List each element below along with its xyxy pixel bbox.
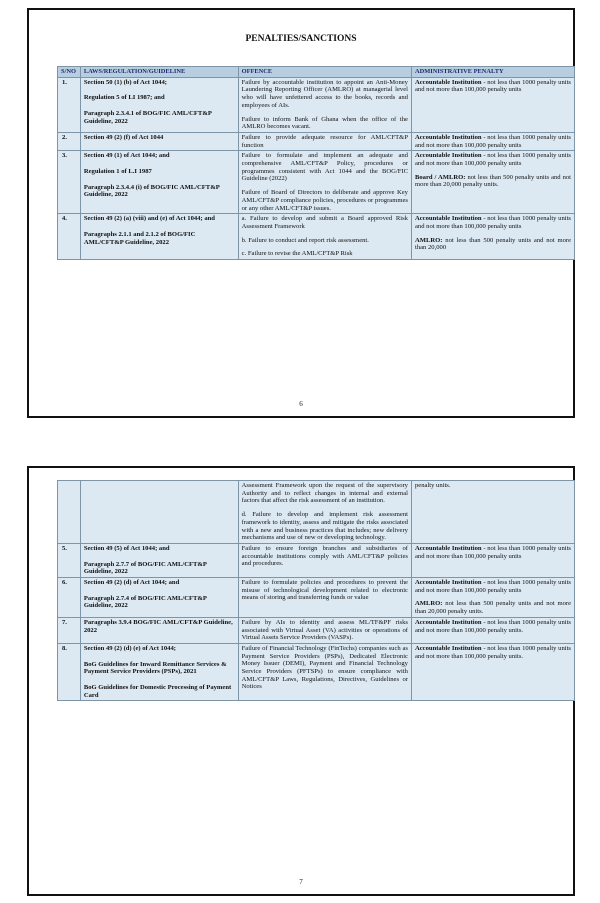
penalty-text — [415, 174, 571, 189]
table-row — [58, 132, 575, 150]
row-sno — [58, 481, 81, 544]
law-reference: Section 49 (2) (f) of Act 1044 — [83, 133, 164, 141]
penalty-text — [415, 619, 571, 634]
row-penalty — [411, 214, 574, 260]
row-sno: 2. — [58, 132, 81, 150]
penalty-detail: - not less than 1000 penalty units and not more than 100,000 penalty units — [414, 133, 572, 149]
penalty-detail: - not less than 1000 penalty units and not more than 100,000 penalty units. — [414, 618, 572, 634]
law-reference: Section 49 (2) (d) of Act 1044; and — [83, 579, 180, 587]
page-number: 6 — [299, 400, 303, 408]
offence-text: c. Failure to revise the AML/CFT&P Risk — [241, 250, 353, 258]
penalty-text — [415, 600, 571, 615]
table-row — [58, 214, 575, 260]
row-sno: 5. — [58, 543, 81, 577]
penalty-detail: - not less than 1000 penalty units and not more than 100,000 penalty units — [414, 579, 572, 594]
header-offence: OFFENCE — [238, 67, 411, 78]
row-laws — [80, 132, 238, 150]
row-offence — [238, 151, 411, 214]
offence-text: Failure of Financial Technology (FinTechs) companies such as Payment Service Providers (PSPs), Dedicated Electronic Money Issuer (DEMI), Payment and Financial Technology Service Providers (PFTSPs) to ensure compliance with AML/CFT&P Laws, Regulations, Directives, Guidelines or Notices — [241, 644, 408, 691]
penalty-label: Accountable Institution — [414, 133, 482, 141]
row-laws — [80, 77, 238, 132]
header-laws: LAWS/REGULATION/GUIDELINE — [80, 67, 238, 78]
penalty-detail: not less than 500 penalty units and not more than 20,000 penalty units. — [414, 600, 571, 616]
penalty-label: Board / AMLRO: — [414, 173, 466, 181]
penalty-text — [415, 545, 571, 560]
row-offence — [238, 578, 411, 618]
law-reference: Section 49 (2) (a) (viii) and (e) of Act 1044; and — [83, 215, 215, 223]
row-offence — [238, 543, 411, 577]
offence-text: Failure by accountable institution to appoint an Anti-Money Laundering Reporting Officer (AMLRO) at managerial level who will have unfettered access to the books, records and employees of AIs. — [241, 78, 408, 109]
law-reference: Paragraphs 2.1.1 and 2.1.2 of BOG/FIC AML/CFT&P Guideline, 2022 — [83, 230, 196, 246]
header-penalty: ADMINISTRATIVE PENALTY — [411, 67, 574, 78]
table-row — [58, 543, 575, 577]
offence-text: Failure by AIs to identity and assess ML/TF&PF risks associated with Virtual Asset (VA) activities or operations of Virtual Assets Service Providers (VASPs). — [241, 618, 408, 642]
penalty-detail: not less than 500 penalty units and not more than 20,000 — [414, 236, 571, 252]
row-laws — [80, 543, 238, 577]
page-number: 7 — [299, 878, 303, 886]
row-laws — [80, 578, 238, 618]
offence-text: Failure to formulate and implement an adequate and comprehensive AML/CFT&P Policy, procedures or programmes consistent with Act 1044 and the BOG/FIC Guideline (2022) — [241, 152, 408, 183]
row-sno: 1. — [58, 77, 81, 132]
row-laws — [80, 481, 238, 544]
penalty-label: Accountable Institution — [414, 152, 482, 160]
penalty-label: Accountable Institution — [414, 215, 482, 223]
offence-text: Failure to provide adequate resource for AML/CFT&P function — [241, 133, 408, 149]
row-penalty — [411, 151, 574, 214]
document-page-7 — [27, 466, 575, 896]
table-row — [58, 481, 575, 544]
row-offence — [238, 481, 411, 544]
penalty-detail: - not less than 1000 penalty units and not more than 100,000 penalty units — [414, 544, 572, 560]
law-reference: BoG Guidelines for Inward Remittance Services & Payment Service Providers (PSPs), 2021 — [83, 660, 227, 676]
penalty-text — [415, 482, 571, 490]
law-reference: BoG Guidelines for Domestic Processing of Payment Card — [83, 684, 232, 699]
penalty-text — [415, 237, 571, 252]
table-row — [58, 578, 575, 618]
row-laws — [80, 151, 238, 214]
page-title: PENALTIES/SANCTIONS — [245, 34, 357, 44]
offence-text: b. Failure to conduct and report risk assessment. — [241, 236, 369, 244]
penalty-text — [415, 79, 571, 94]
law-reference: Paragraph 2.7.7 of BOG/FIC AML/CFT&P Guideline, 2022 — [83, 560, 207, 576]
row-offence — [238, 643, 411, 701]
table-row — [58, 77, 575, 132]
document-page-6 — [27, 8, 575, 418]
row-offence — [238, 214, 411, 260]
law-reference: Section 50 (1) (b) of Act 1044; — [83, 78, 167, 86]
offence-text: Failure to inform Bank of Ghana when the office of the AMLRO becomes vacant. — [241, 115, 408, 131]
penalty-label: AMLRO: — [414, 236, 443, 244]
row-laws — [80, 617, 238, 643]
table-row — [58, 151, 575, 214]
row-penalty — [411, 543, 574, 577]
law-reference: Paragraph 2.7.4 of BOG/FIC AML/CFT&P Guideline, 2022 — [83, 594, 207, 610]
offence-text: d. Failure to develop and implement risk assessment framework to identity, assess and mitigate the risks associated with a new and business practices that includes; new delivery mechanisms and use of new or developing technology. — [241, 511, 408, 542]
penalty-detail: penalty units. — [414, 482, 451, 489]
offence-text: a. Failure to develop and submit a Board approved Risk Assessment Framework — [241, 215, 408, 230]
law-reference: Section 49 (2) (d) (e) of Act 1044; — [83, 644, 176, 652]
row-offence — [238, 77, 411, 132]
penalty-detail: - not less than 1000 penalty units and not more than 100,000 penalty units — [414, 78, 572, 94]
row-laws — [80, 643, 238, 701]
row-penalty — [411, 481, 574, 544]
penalty-detail: not less than 500 penalty units and not more than 20,000 penalty units. — [414, 173, 571, 189]
table-header-row — [58, 67, 575, 78]
law-reference: Paragraphs 3.9.4 BOG/FIC AML/CFT&P Guideline, 2022 — [83, 618, 233, 634]
penalties-table-continued — [57, 480, 575, 701]
law-reference: Section 49 (5) of Act 1044; and — [83, 544, 170, 552]
row-penalty — [411, 617, 574, 643]
penalty-text — [415, 152, 571, 167]
penalty-label: AMLRO: — [414, 600, 443, 608]
row-laws — [80, 214, 238, 260]
penalty-text — [415, 645, 571, 660]
offence-text: Assessment Framework upon the request of the supervisory Authority and to reflect changes in internal and external factors that affect the risk assessment of an institution. — [241, 482, 408, 505]
law-reference: Paragraph 2.3.4.4 (i) of BOG/FIC AML/CFT&P Guideline, 2022 — [83, 183, 220, 199]
penalties-table — [57, 66, 575, 260]
row-sno: 4. — [58, 214, 81, 260]
table-row — [58, 643, 575, 701]
offence-text: Failure to formulate policies and procedures to prevent the misuse of technological development related to electronic means of storing and transferring funds or value — [241, 579, 408, 602]
row-sno: 3. — [58, 151, 81, 214]
penalty-label: Accountable Institution — [414, 618, 482, 626]
table-row — [58, 617, 575, 643]
penalty-label: Accountable Institution — [414, 579, 482, 587]
row-penalty — [411, 643, 574, 701]
penalty-detail: - not less than 1000 penalty units and not more than 100,000 penalty units. — [414, 644, 572, 660]
row-offence — [238, 617, 411, 643]
row-offence — [238, 132, 411, 150]
penalty-label: Accountable Institution — [414, 544, 482, 552]
row-sno: 8. — [58, 643, 81, 701]
row-sno: 7. — [58, 617, 81, 643]
row-penalty — [411, 578, 574, 618]
offence-text: Failure to ensure foreign branches and subsidiaries of accountable institutions comply with AML/CFT&P policies and procedures. — [241, 544, 408, 568]
law-reference: Paragraph 2.3.4.1 of BOG/FIC AML/CFT&P Guideline, 2022 — [83, 110, 212, 125]
penalty-label: Accountable Institution — [414, 78, 482, 86]
law-reference: Section 49 (1) of Act 1044; and — [83, 152, 170, 160]
penalty-text — [415, 134, 571, 149]
penalty-detail: - not less than 1000 penalty units and not more than 100,000 penalty units — [414, 152, 572, 168]
law-reference: Regulation 5 of LI 1987; and — [83, 94, 165, 102]
offence-text: Failure of Board of Directors to deliberate and approve Key AML/CFT&P compliance policies, procedures or programmes or any other AML/CFT&P issues. — [241, 189, 408, 212]
row-sno: 6. — [58, 578, 81, 618]
penalty-label: Accountable Institution — [414, 644, 482, 652]
row-penalty — [411, 77, 574, 132]
row-penalty — [411, 132, 574, 150]
header-sno: S/NO — [58, 67, 81, 78]
law-reference: Regulation 1 of L.I 1987 — [83, 168, 152, 176]
penalty-detail: - not less than 1000 penalty units and not more than 100,000 penalty units — [414, 215, 572, 230]
penalty-text — [415, 215, 571, 230]
penalty-text — [415, 579, 571, 594]
